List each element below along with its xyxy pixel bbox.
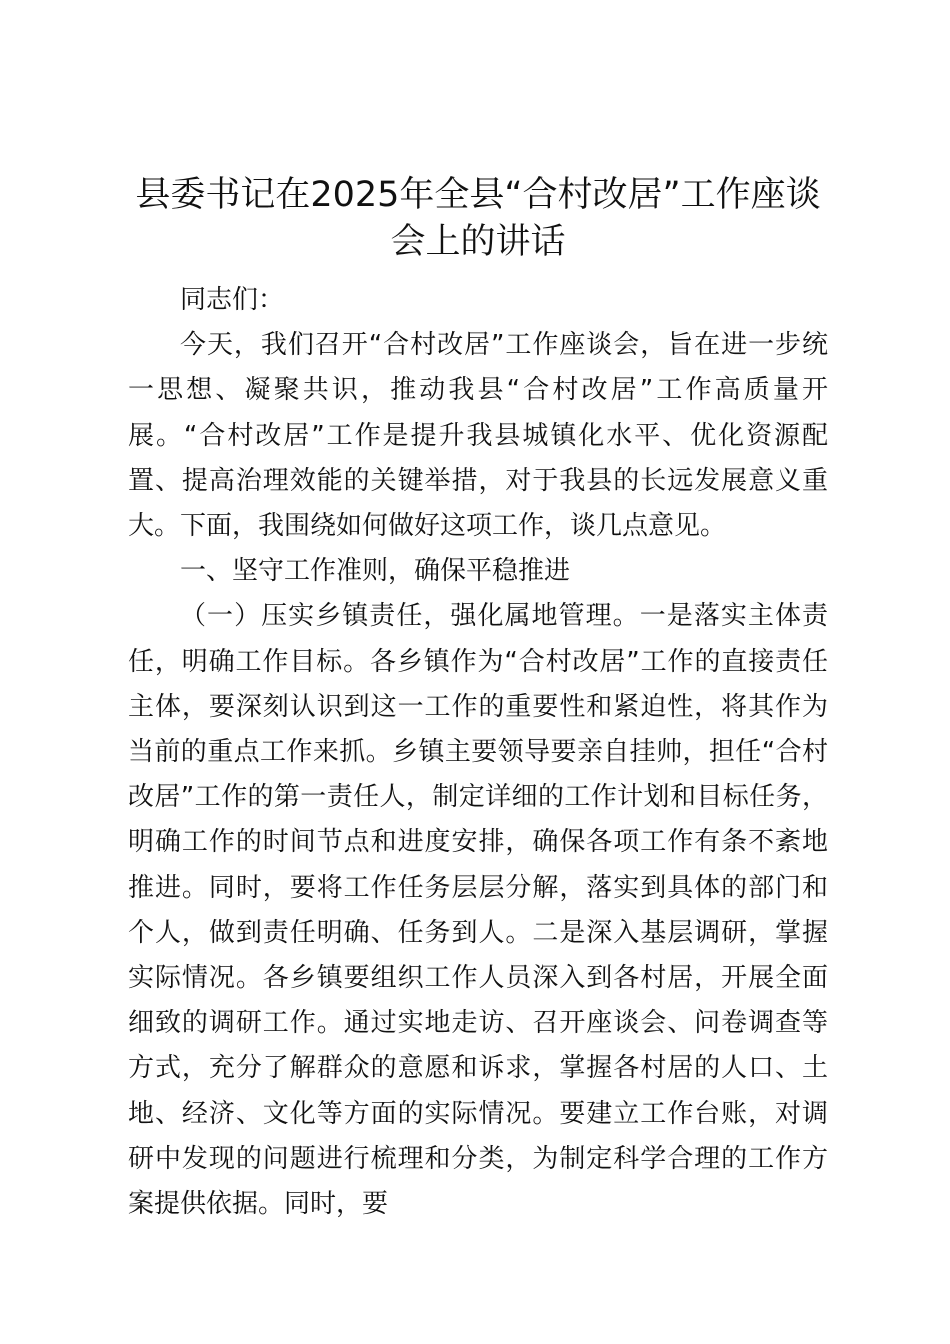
- document-body: [128, 278, 828, 1227]
- document-title: [128, 172, 828, 266]
- document-page: [128, 172, 828, 1227]
- salutation: 同志们：: [180, 285, 285, 315]
- title-line-2: 会上的讲话: [390, 222, 566, 262]
- paragraph-section-1-1: （一）压实乡镇责任，强化属地管理。一是落实主体责任，明确工作目标。各乡镇作为“合村改居”工作的直接责任主体，要深刻认识到这一工作的重要性和紧迫性，将其作为当前的重点工作来抓。乡镇主要领导要亲自挂帅，担任“合村改居”工作的第一责任人，制定详细的工作计划和目标任务，明确工作的时间节点和进度安排，确保各项工作有条不紊地推进。同时，要将工作任务层层分解，落实到具体的部门和个人，做到责任明确、任务到人。二是深入基层调研，掌握实际情况。各乡镇要组织工作人员深入到各村居，开展全面细致的调研工作。通过实地走访、召开座谈会、问卷调查等方式，充分了解群众的意愿和诉求，掌握各村居的人口、土地、经济、文化等方面的实际情况。要建立工作台账，对调研中发现的问题进行梳理和分类，为制定科学合理的工作方案提供依据。同时，要: [128, 601, 828, 1220]
- section-heading-1: 一、坚守工作准则，确保平稳推进: [180, 556, 571, 587]
- title-line-1: 县委书记在2025年全县“合村改居”工作座谈: [135, 175, 821, 215]
- paragraph-intro: 今天，我们召开“合村改居”工作座谈会，旨在进一步统一思想、凝聚共识，推动我县“合村改居”工作高质量开展。“合村改居”工作是提升我县城镇化水平、优化资源配置、提高治理效能的关键举措，对于我县的长远发展意义重大。下面，我围绕如何做好这项工作，谈几点意见。: [128, 330, 828, 542]
